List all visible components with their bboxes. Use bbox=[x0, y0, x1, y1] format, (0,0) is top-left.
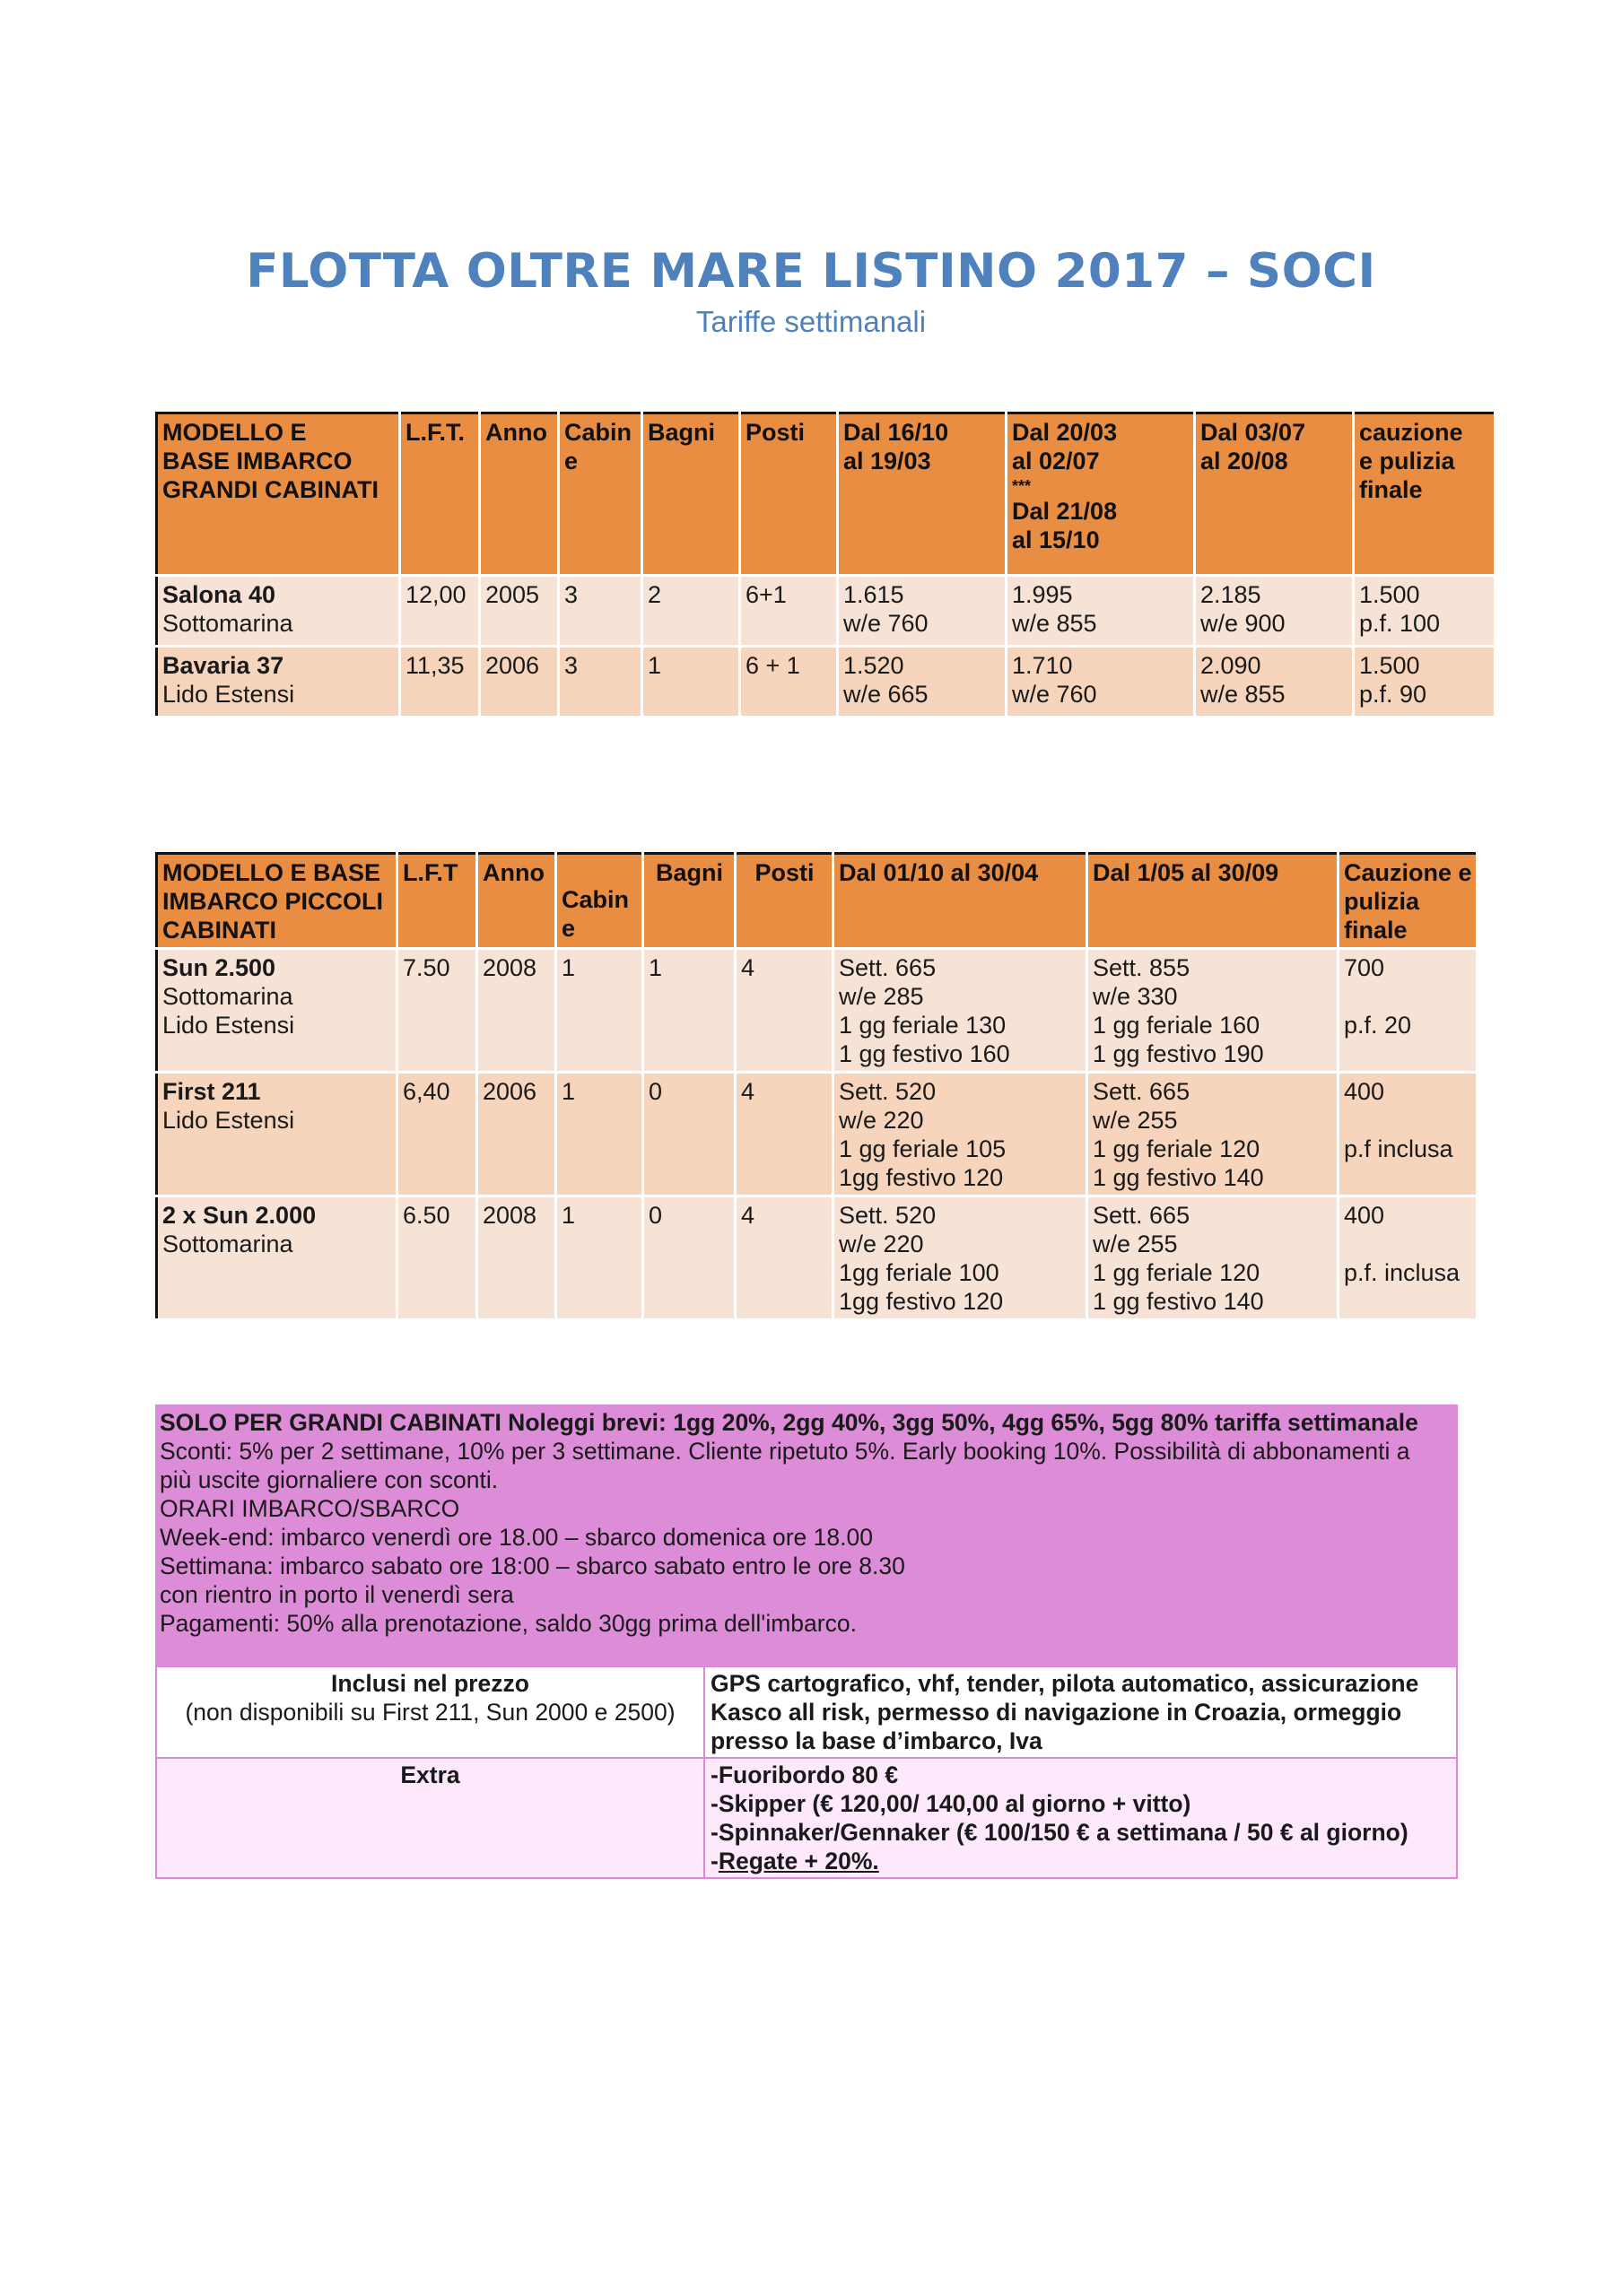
cabine-cell: 3 bbox=[560, 648, 641, 716]
header-period-2: Dal 20/03 al 02/07 *** Dal 21/08 al 15/10 bbox=[1007, 412, 1193, 574]
header-bagni: Bagni bbox=[643, 412, 738, 574]
price-cell: 2.185 w/e 900 bbox=[1196, 577, 1352, 645]
header-anno: Anno bbox=[481, 412, 557, 574]
info-line: Pagamenti: 50% alla prenotazione, saldo 30gg prima dell'imbarco. bbox=[160, 1610, 857, 1637]
grandi-cabinati-table bbox=[153, 409, 1496, 718]
extra-item: -Skipper (€ 120,00/ 140,00 al giorno + vitto) bbox=[711, 1790, 1191, 1817]
cabine-cell: 3 bbox=[560, 577, 641, 645]
lft-cell: 6.50 bbox=[398, 1197, 475, 1318]
extra-value-cell bbox=[704, 1758, 1457, 1878]
info-line: Settimana: imbarco sabato ore 18:00 – sbarco sabato entro le ore 8.30 bbox=[160, 1552, 905, 1579]
price-cell: 1.995 w/e 855 bbox=[1007, 577, 1193, 645]
table-header-row bbox=[155, 412, 1494, 574]
price-cell: Sett. 665 w/e 285 1 gg feriale 130 1 gg festivo 160 bbox=[834, 950, 1086, 1071]
page-subtitle: Tariffe settimanali bbox=[695, 305, 927, 338]
anno-cell: 2005 bbox=[481, 577, 557, 645]
price-cell: 1.615 w/e 760 bbox=[839, 577, 1005, 645]
bagni-cell: 1 bbox=[643, 648, 738, 716]
info-line: con rientro in porto il venerdì sera bbox=[160, 1581, 514, 1608]
anno-cell: 2006 bbox=[481, 648, 557, 716]
posti-cell: 6+1 bbox=[741, 577, 836, 645]
cauzione-cell: 700 p.f. 20 bbox=[1339, 950, 1476, 1071]
header-cabine: Cabin e bbox=[557, 852, 641, 947]
model-cell: First 211 Lido Estensi bbox=[155, 1074, 396, 1195]
table-row bbox=[155, 1197, 1476, 1318]
header-lft: L.F.T. bbox=[401, 412, 478, 574]
info-line: più uscite giornaliere con sconti. bbox=[160, 1466, 499, 1493]
cabine-cell: 1 bbox=[557, 1074, 641, 1195]
info-line: Sconti: 5% per 2 settimane, 10% per 3 settimane. Cliente ripetuto 5%. Early booking 10%. Possibilità di abbonamenti a bbox=[160, 1438, 1410, 1465]
posti-cell: 4 bbox=[737, 1197, 832, 1318]
lft-cell: 7.50 bbox=[398, 950, 475, 1071]
inclusi-label-cell bbox=[156, 1666, 704, 1758]
header-period-1: Dal 16/10 al 19/03 bbox=[839, 412, 1005, 574]
anno-cell: 2008 bbox=[478, 1197, 554, 1318]
table-header-row bbox=[155, 852, 1476, 947]
page-title: FLOTTA OLTRE MARE LISTINO 2017 – SOCI bbox=[246, 244, 1376, 299]
model-cell: Sun 2.500 Sottomarina Lido Estensi bbox=[155, 950, 396, 1071]
header-bagni: Bagni bbox=[644, 852, 734, 947]
header-posti: Posti bbox=[741, 412, 836, 574]
bagni-cell: 2 bbox=[643, 577, 738, 645]
price-cell: Sett. 520 w/e 220 1gg feriale 100 1gg festivo 120 bbox=[834, 1197, 1086, 1318]
price-cell: Sett. 665 w/e 255 1 gg feriale 120 1 gg festivo 140 bbox=[1088, 1197, 1337, 1318]
cabine-cell: 1 bbox=[557, 1197, 641, 1318]
inclusi-note: (non disponibili su First 211, Sun 2000 e 2500) bbox=[185, 1699, 676, 1726]
header-cabine: Cabin e bbox=[560, 412, 641, 574]
header-cauzione: cauzione e pulizia finale bbox=[1355, 412, 1494, 574]
header-cauzione: Cauzione e pulizia finale bbox=[1339, 852, 1476, 947]
header-anno: Anno bbox=[478, 852, 554, 947]
extra-row bbox=[156, 1758, 1457, 1878]
table-row bbox=[155, 648, 1494, 716]
price-cell: 1.520 w/e 665 bbox=[839, 648, 1005, 716]
cauzione-cell: 400 p.f. inclusa bbox=[1339, 1197, 1476, 1318]
cauzione-cell: 1.500 p.f. 90 bbox=[1355, 648, 1494, 716]
price-cell: Sett. 665 w/e 255 1 gg feriale 120 1 gg festivo 140 bbox=[1088, 1074, 1337, 1195]
piccoli-cabinati-table bbox=[153, 849, 1478, 1321]
model-cell: Bavaria 37 Lido Estensi bbox=[155, 648, 398, 716]
anno-cell: 2006 bbox=[478, 1074, 554, 1195]
lft-cell: 11,35 bbox=[401, 648, 478, 716]
header-period-2: Dal 1/05 al 30/09 bbox=[1088, 852, 1337, 947]
cauzione-cell: 400 p.f inclusa bbox=[1339, 1074, 1476, 1195]
model-cell: Salona 40 Sottomarina bbox=[155, 577, 398, 645]
price-cell: 1.710 w/e 760 bbox=[1007, 648, 1193, 716]
header-period-1: Dal 01/10 al 30/04 bbox=[834, 852, 1086, 947]
posti-cell: 4 bbox=[737, 1074, 832, 1195]
inclusi-label: Inclusi nel prezzo bbox=[331, 1670, 529, 1697]
table-row bbox=[155, 950, 1476, 1071]
cabine-cell: 1 bbox=[557, 950, 641, 1071]
inclusi-value-cell: GPS cartografico, vhf, tender, pilota automatico, assicurazione Kasco all risk, permesso di navigazione in Croazia, ormeggio presso la base d’imbarco, Iva bbox=[704, 1666, 1457, 1758]
info-short-rentals: SOLO PER GRANDI CABINATI Noleggi brevi: 1gg 20%, 2gg 40%, 3gg 50%, 4gg 65%, 5gg 80% tariffa settimanale bbox=[160, 1409, 1418, 1436]
bagni-cell: 1 bbox=[644, 950, 734, 1071]
bagni-cell: 0 bbox=[644, 1074, 734, 1195]
header-lft: L.F.T bbox=[398, 852, 475, 947]
table-row bbox=[155, 1074, 1476, 1195]
bagni-cell: 0 bbox=[644, 1197, 734, 1318]
extra-label: Extra bbox=[156, 1758, 704, 1878]
lft-cell: 12,00 bbox=[401, 577, 478, 645]
lft-cell: 6,40 bbox=[398, 1074, 475, 1195]
anno-cell: 2008 bbox=[478, 950, 554, 1071]
info-box bbox=[155, 1405, 1458, 1667]
info-line: ORARI IMBARCO/SBARCO bbox=[160, 1495, 460, 1522]
header-modello: MODELLO E BASE IMBARCO GRANDI CABINATI bbox=[155, 412, 398, 574]
header-period-3: Dal 03/07 al 20/08 bbox=[1196, 412, 1352, 574]
extra-item: -Spinnaker/Gennaker (€ 100/150 € a settimana / 50 € al giorno) bbox=[711, 1819, 1408, 1846]
included-extra-table bbox=[155, 1665, 1458, 1879]
extra-item: -Regate + 20%. bbox=[711, 1848, 879, 1874]
posti-cell: 6 + 1 bbox=[741, 648, 836, 716]
posti-cell: 4 bbox=[737, 950, 832, 1071]
inclusi-row bbox=[156, 1666, 1457, 1758]
price-cell: Sett. 855 w/e 330 1 gg feriale 160 1 gg festivo 190 bbox=[1088, 950, 1337, 1071]
price-cell: 2.090 w/e 855 bbox=[1196, 648, 1352, 716]
model-cell: 2 x Sun 2.000 Sottomarina bbox=[155, 1197, 396, 1318]
price-cell: Sett. 520 w/e 220 1 gg feriale 105 1gg festivo 120 bbox=[834, 1074, 1086, 1195]
table-row bbox=[155, 577, 1494, 645]
extra-item: -Fuoribordo 80 € bbox=[711, 1761, 899, 1788]
cauzione-cell: 1.500 p.f. 100 bbox=[1355, 577, 1494, 645]
header-posti: Posti bbox=[737, 852, 832, 947]
header-modello: MODELLO E BASE IMBARCO PICCOLI CABINATI bbox=[155, 852, 396, 947]
info-line: Week-end: imbarco venerdì ore 18.00 – sbarco domenica ore 18.00 bbox=[160, 1524, 873, 1551]
